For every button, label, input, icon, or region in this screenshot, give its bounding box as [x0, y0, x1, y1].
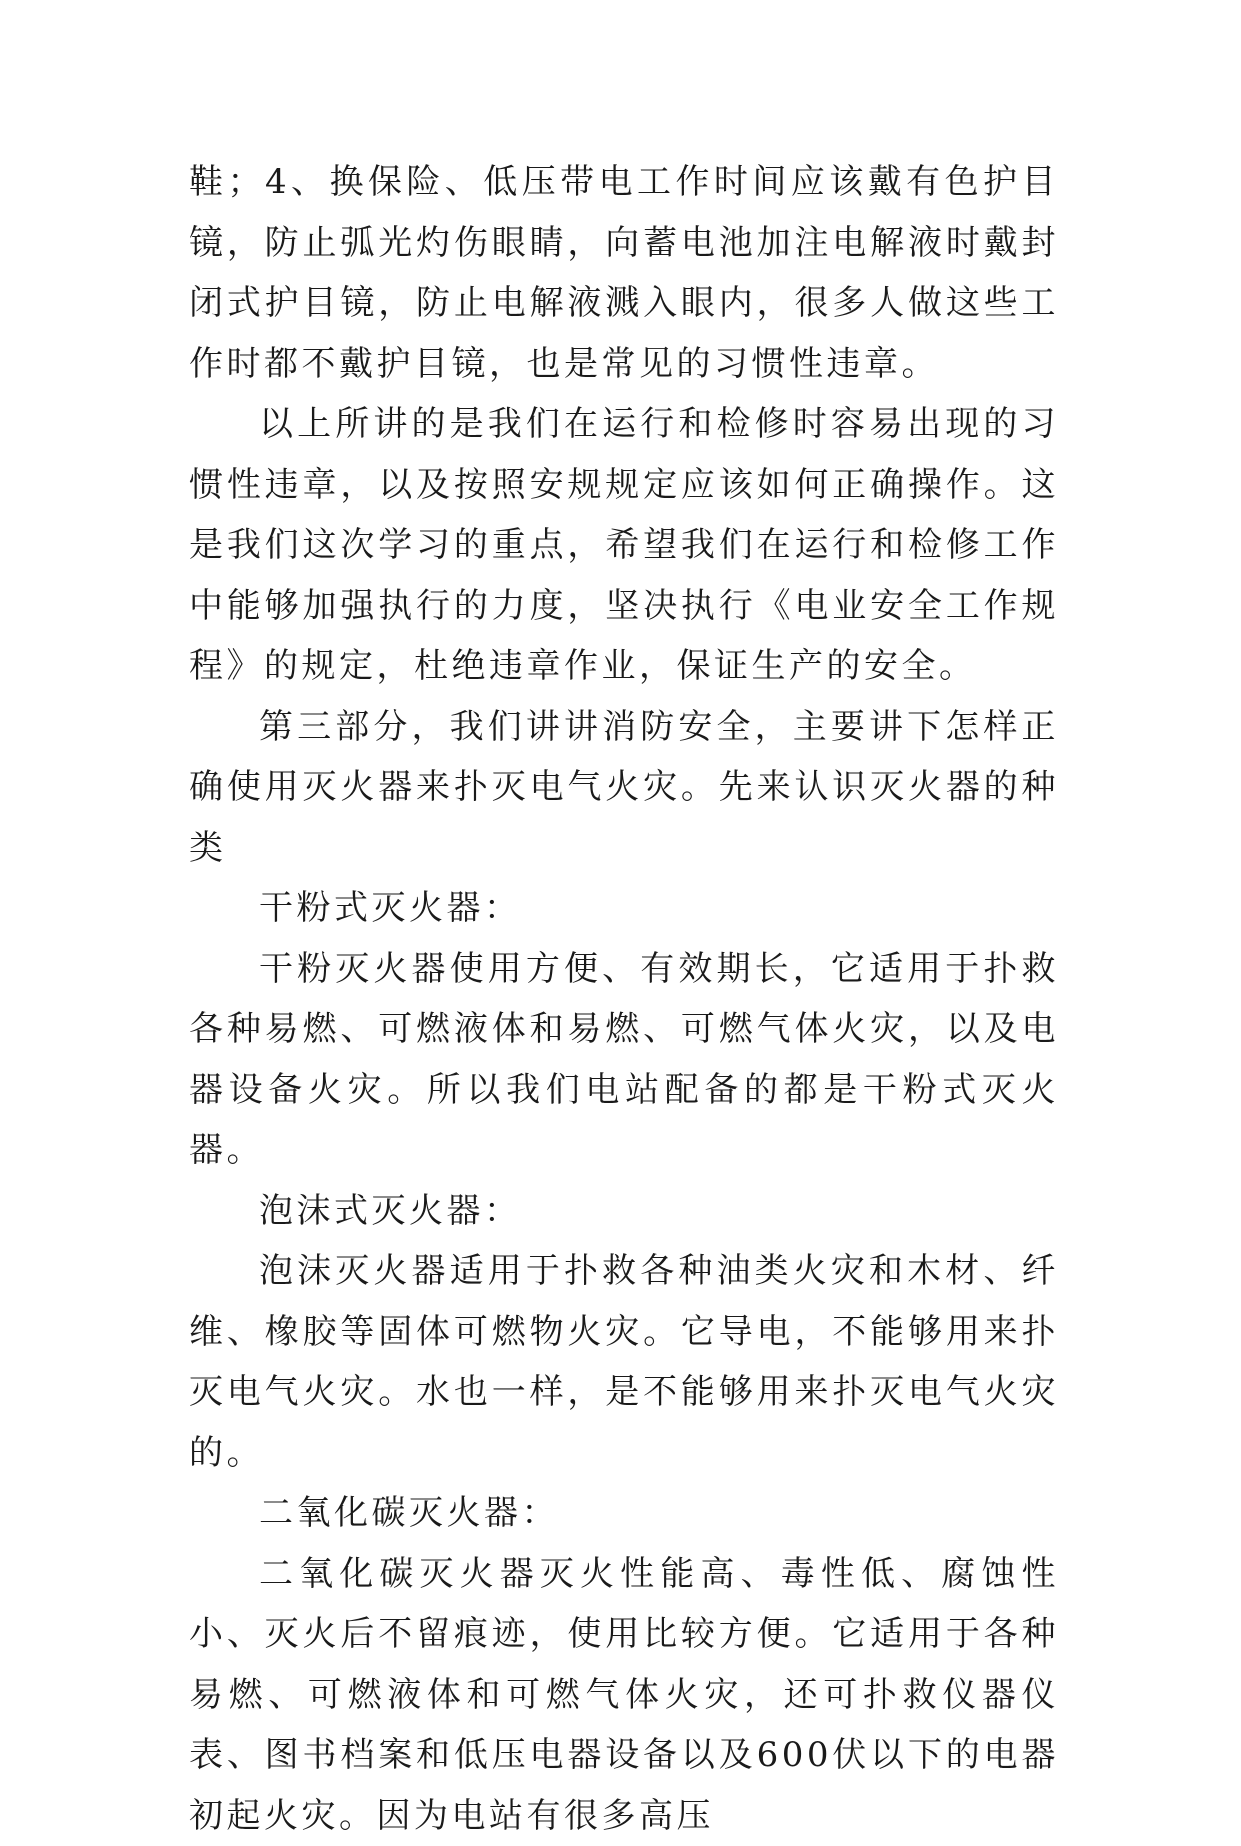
- paragraph-co2: 二氧化碳灭火器灭火性能高、毒性低、腐蚀性小、灭火后不留痕迹，使用比较方便。它适用于各种易燃、可燃液体和可燃气体火灾，还可扑救仪器仪表、图书档案和低压电器设备以及600伏以下的电器初起火灾。因为电站有很多高压: [189, 1544, 1059, 1846]
- heading-foam: 泡沫式灭火器：: [189, 1181, 1059, 1242]
- paragraph-foam: 泡沫灭火器适用于扑救各种油类火灾和木材、纤维、橡胶等固体可燃物火灾。它导电，不能够用来扑灭电气火灾。水也一样，是不能够用来扑灭电气火灾的。: [189, 1241, 1059, 1483]
- paragraph-dry-powder: 干粉灭火器使用方便、有效期长，它适用于扑救各种易燃、可燃液体和易燃、可燃气体火灾，以及电器设备火灾。所以我们电站配备的都是干粉式灭火器。: [189, 939, 1059, 1181]
- paragraph-summary: 以上所讲的是我们在运行和检修时容易出现的习惯性违章，以及按照安规规定应该如何正确操作。这是我们这次学习的重点，希望我们在运行和检修工作中能够加强执行的力度，坚决执行《电业安全工作规程》的规定，杜绝违章作业，保证生产的安全。: [189, 394, 1059, 697]
- heading-dry-powder: 干粉式灭火器：: [189, 878, 1059, 939]
- heading-co2: 二氧化碳灭火器：: [189, 1483, 1059, 1544]
- paragraph-part-three-intro: 第三部分，我们讲讲消防安全，主要讲下怎样正确使用灭火器来扑灭电气火灾。先来认识灭火器的种类: [189, 697, 1059, 879]
- document-body: [189, 152, 1059, 1846]
- paragraph-continuation: 鞋；4、换保险、低压带电工作时间应该戴有色护目镜，防止弧光灼伤眼睛，向蓄电池加注电解液时戴封闭式护目镜，防止电解液溅入眼内，很多人做这些工作时都不戴护目镜，也是常见的习惯性违章。: [189, 152, 1059, 394]
